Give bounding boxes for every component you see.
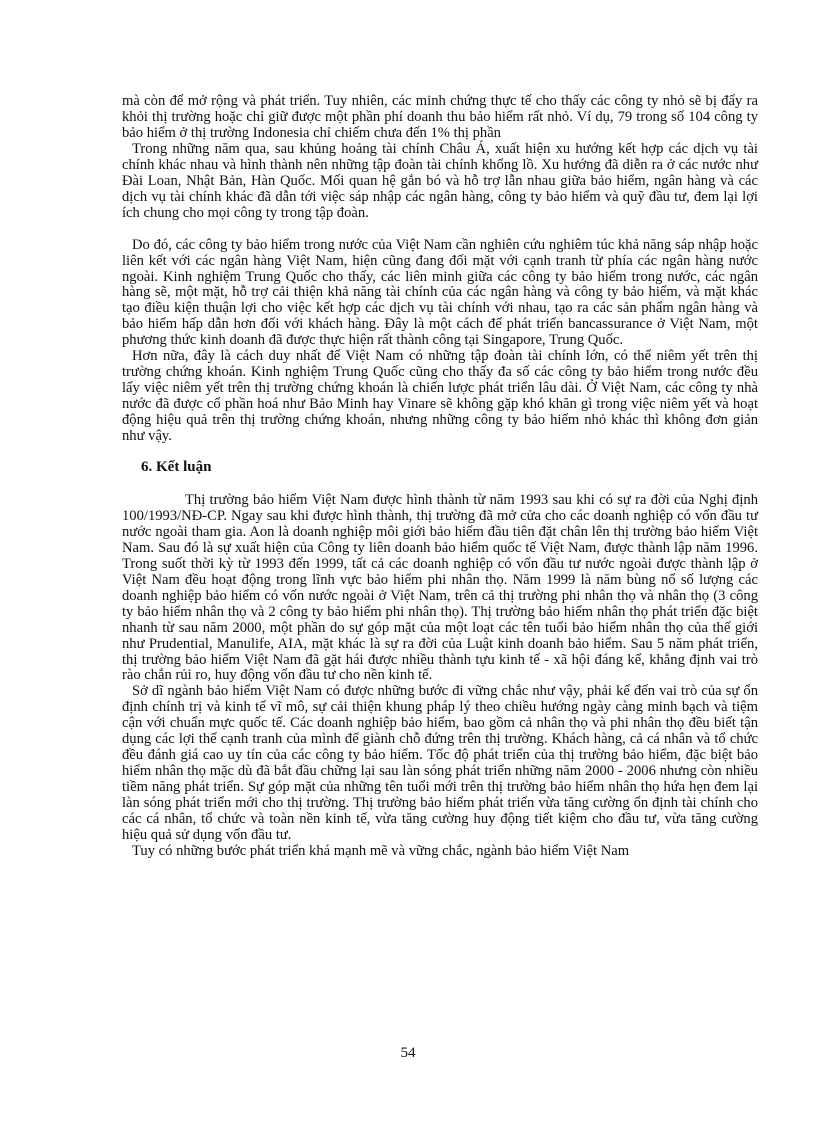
conclusion-paragraph: Sở dĩ ngành bảo hiểm Việt Nam có được những bước đi vững chắc như vậy, phải kể đến vai trò của sự ổn định chính trị và kinh tế vĩ mô, sự cải thiện khung pháp lý theo chiều hướng ngày càng minh bạch và tiệm cận với chuẩn mực quốc tế. Các doanh nghiệp bảo hiểm, bao gồm cả nhân thọ và phi nhân thọ đều biết tận dụng các lợi thế cạnh tranh của mình để giành chỗ đứng trên thị trường. Khách hàng, cả cá nhân và tổ chức đều đánh giá cao uy tín của các công ty bảo hiểm. Tốc độ phát triển của thị trường bảo hiểm, đặc biệt bảo hiểm nhân thọ mặc dù đã bắt đầu chững lại sau làn sóng phát triển những năm 2000 - 2006 nhưng còn nhiều tiềm năng phát triển. Sự góp mặt của những tên tuổi mới trên thị trường bảo hiểm nhân thọ hứa hẹn đem lại làn sóng phát triển mới cho thị trường. Thị trường bảo hiểm phát triển vừa tăng cường ổn định tài chính cho các cá nhân, tổ chức và toàn nền kinh tế, vừa tăng cường huy động tiết kiệm cho đầu tư, vừa tăng cường hiệu quả sử dụng vốn đầu tư. xyxy=(122,683,758,843)
body-paragraph: mà còn để mở rộng và phát triển. Tuy nhiên, các minh chứng thực tế cho thấy các công ty nhỏ sẽ bị đẩy ra khỏi thị trường hoặc chỉ giữ được một phần phí doanh thu bảo hiểm rất nhỏ. Ví dụ, 79 trong số 104 công ty bảo hiểm ở thị trường Indonesia chỉ chiếm chưa đến 1% thị phần xyxy=(122,93,758,141)
body-paragraph: Do đó, các công ty bảo hiểm trong nước của Việt Nam cần nghiên cứu nghiêm túc khả năng sáp nhập hoặc liên kết với các ngân hàng Việt Nam, hiện cũng đang đối mặt với cạnh tranh từ phía các ngân hàng nước ngoài. Kinh nghiệm Trung Quốc cho thấy, các liên minh giữa các công ty bảo hiểm trong nước, các ngân hàng sẽ, một mặt, hỗ trợ cải thiện khả năng tài chính của các ngân hàng và công ty bảo hiểm, và mặt khác tạo điều kiện thuận lợi cho việc kết hợp các dịch vụ tài chính với nhau, tạo ra các sản phẩm ngân hàng và bảo hiểm hấp dẫn hơn đối với khách hàng. Đây là một cách để phát triển bancassurance ở Việt Nam, một phương thức kinh doanh đã được thực hiện rất thành công tại Singapore, Trung Quốc. xyxy=(122,236,758,349)
document-body xyxy=(122,94,758,860)
conclusion-paragraph: Tuy có những bước phát triển khá mạnh mẽ và vững chắc, ngành bảo hiểm Việt Nam xyxy=(132,842,630,859)
page-number: 54 xyxy=(400,1045,416,1061)
body-paragraph: Trong những năm qua, sau khủng hoảng tài chính Châu Á, xuất hiện xu hướng kết hợp các dịch vụ tài chính khác nhau và hình thành nên những tập đoàn tài chính khổng lồ. Xu hướng đã diễn ra ở các nước như Đài Loan, Nhật Bản, Hàn Quốc. Mối quan hệ gắn bó và hỗ trợ lẫn nhau giữa bảo hiểm, ngân hàng và các dịch vụ tài chính khác đã dẫn tới việc sáp nhập các ngân hàng, công ty bảo hiểm và quỹ đầu tư, đem lại lợi ích chung cho mọi công ty trong tập đoàn. xyxy=(122,140,758,221)
conclusion-paragraph: Thị trường bảo hiểm Việt Nam được hình thành từ năm 1993 sau khi có sự ra đời của Nghị định 100/1993/NĐ-CP. Ngay sau khi được hình thành, thị trường đã mở cửa cho các doanh nghiệp có vốn đầu tư nước ngoài tham gia. Aon là doanh nghiệp môi giới bảo hiểm đầu tiên đặt chân lên thị trường bảo hiểm Việt Nam. Sau đó là sự xuất hiện của Công ty liên doanh bảo hiểm quốc tế Việt Nam, được thành lập năm 1996. Trong suốt thời kỳ từ 1993 đến 1999, tất cả các doanh nghiệp có vốn đầu tư nước ngoài được thành lập ở Việt Nam đều hoạt động trong lĩnh vực bảo hiểm phi nhân thọ. Năm 1999 là năm bùng nổ số lượng các doanh nghiệp bảo hiểm có vốn nước ngoài ở Việt Nam, trên cả thị trường phi nhân thọ và nhân thọ (3 công ty bảo hiểm nhân thọ và 2 công ty bảo hiểm phi nhân thọ). Thị trường bảo hiểm nhân thọ phát triển đặc biệt nhanh từ sau năm 2000, một phần do sự góp mặt của một loạt các tên tuổi bảo hiểm nhân thọ của thế giới như Prudential, Manulife, AIA, mặt khác là sự ra đời của Luật kinh doanh bảo hiểm. Sau 5 năm phát triển, thị trường bảo hiểm Việt Nam đã gặt hái được nhiều thành tựu kinh tế - xã hội đáng kể, khẳng định vai trò rào chắn rủi ro, huy động vốn đầu tư cho nền kinh tế. xyxy=(122,491,758,684)
section-heading: 6. Kết luận xyxy=(141,459,212,476)
body-paragraph: Hơn nữa, đây là cách duy nhất để Việt Nam có những tập đoàn tài chính lớn, có thể niêm yết trên thị trường chứng khoán. Kinh nghiệm Trung Quốc cũng cho thấy đa số các công ty bảo hiểm trong nước đều lấy việc niêm yết trên thị trường chứng khoán là chiến lược phát triển lâu dài. Ở Việt Nam, các công ty nhà nước đã được cổ phần hoá như Bảo Minh hay Vinare sẽ không gặp khó khăn gì trong việc niêm yết và hoạt động hiệu quả trên thị trường chứng khoán, nhưng những công ty bảo hiểm nhỏ khác thì không đơn giản như vậy. xyxy=(122,348,758,445)
